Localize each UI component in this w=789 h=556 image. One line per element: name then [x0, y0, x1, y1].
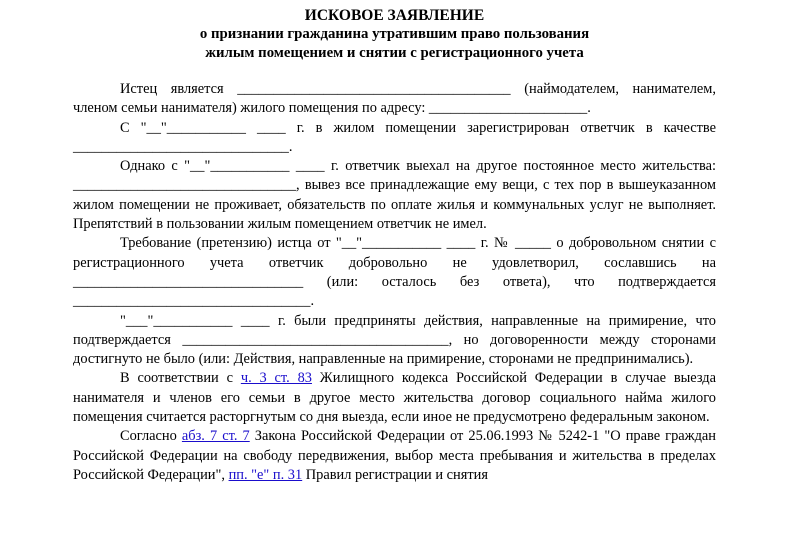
document-title: ИСКОВОЕ ЗАЯВЛЕНИЕ — [304, 7, 485, 24]
paragraph-registration: С "__"___________ ____ г. в жилом помещении зарегистрирован ответчик в качестве ______________________________. — [73, 119, 716, 155]
document-subtitle-line-2: жилым помещением и снятии с регистрационного учета — [205, 45, 584, 61]
paragraph-housing-code — [73, 369, 716, 427]
paragraph-reconciliation: "___"___________ ____ г. были предприняты действия, направленные на примирение, что подтверждается _____________________________________, но договоренности между сторонами достигнуто не было (или: Действия, направленные на примирение, сторонами не предпринимались). — [73, 312, 716, 368]
link-housing-code-article[interactable]: ч. 3 ст. 83 — [240, 370, 312, 387]
paragraph-plaintiff: Истец является ______________________________________ (наймодателем, нанимателем, членом семьи нанимателя) жилого помещения по адресу: ______________________. — [73, 81, 716, 117]
document-subtitle-line-1: о признании гражданина утратившим право пользования — [199, 26, 590, 42]
link-rules-clause[interactable]: пп. "е" п. 31 — [228, 466, 303, 483]
document-body — [73, 80, 716, 485]
paragraph-claim: Требование (претензию) истца от "__"___________ ____ г. № _____ о добровольном снятии с регистрационного учета ответчик добровольно не удовлетворил, сославшись на ________________________________ (или: осталось без ответа), что подтверждается _________________________________. — [73, 235, 716, 310]
paragraph-housing-code-start: В соответствии с — [120, 370, 241, 387]
paragraph-law-middle: Закона Российской Федерации от 25.06.1993 № 5242-1 "О праве граждан Российской Федерации на свободу передвижения, выбор места пребывания и жительства в пределах Российской Федерации", — [73, 428, 717, 483]
paragraph-law-end: Правил регистрации и снятия — [302, 466, 488, 483]
link-law-article[interactable]: абз. 7 ст. 7 — [181, 428, 250, 445]
paragraph-law-start: Согласно — [120, 428, 182, 445]
paragraph-housing-code-end: Жилищного кодекса Российской Федерации в случае выезда нанимателя и членов его семьи в другое место жительства договор социального найма жилого помещения считается расторгнутым со дня выезда, если иное не предусмотрено федеральным законом. — [73, 370, 716, 426]
paragraph-law-reference — [73, 427, 716, 485]
paragraph-departure: Однако с "__"___________ ____ г. ответчик выехал на другое постоянное место жительства: _______________________________, вывез все принадлежащие ему вещи, с тех пор в вышеуказанном жилом помещении не проживает, обязательств по оплате жилья и коммунальных услуг не выполняет. Препятствий в пользовании жилым помещением ответчик не имел. — [73, 158, 716, 233]
